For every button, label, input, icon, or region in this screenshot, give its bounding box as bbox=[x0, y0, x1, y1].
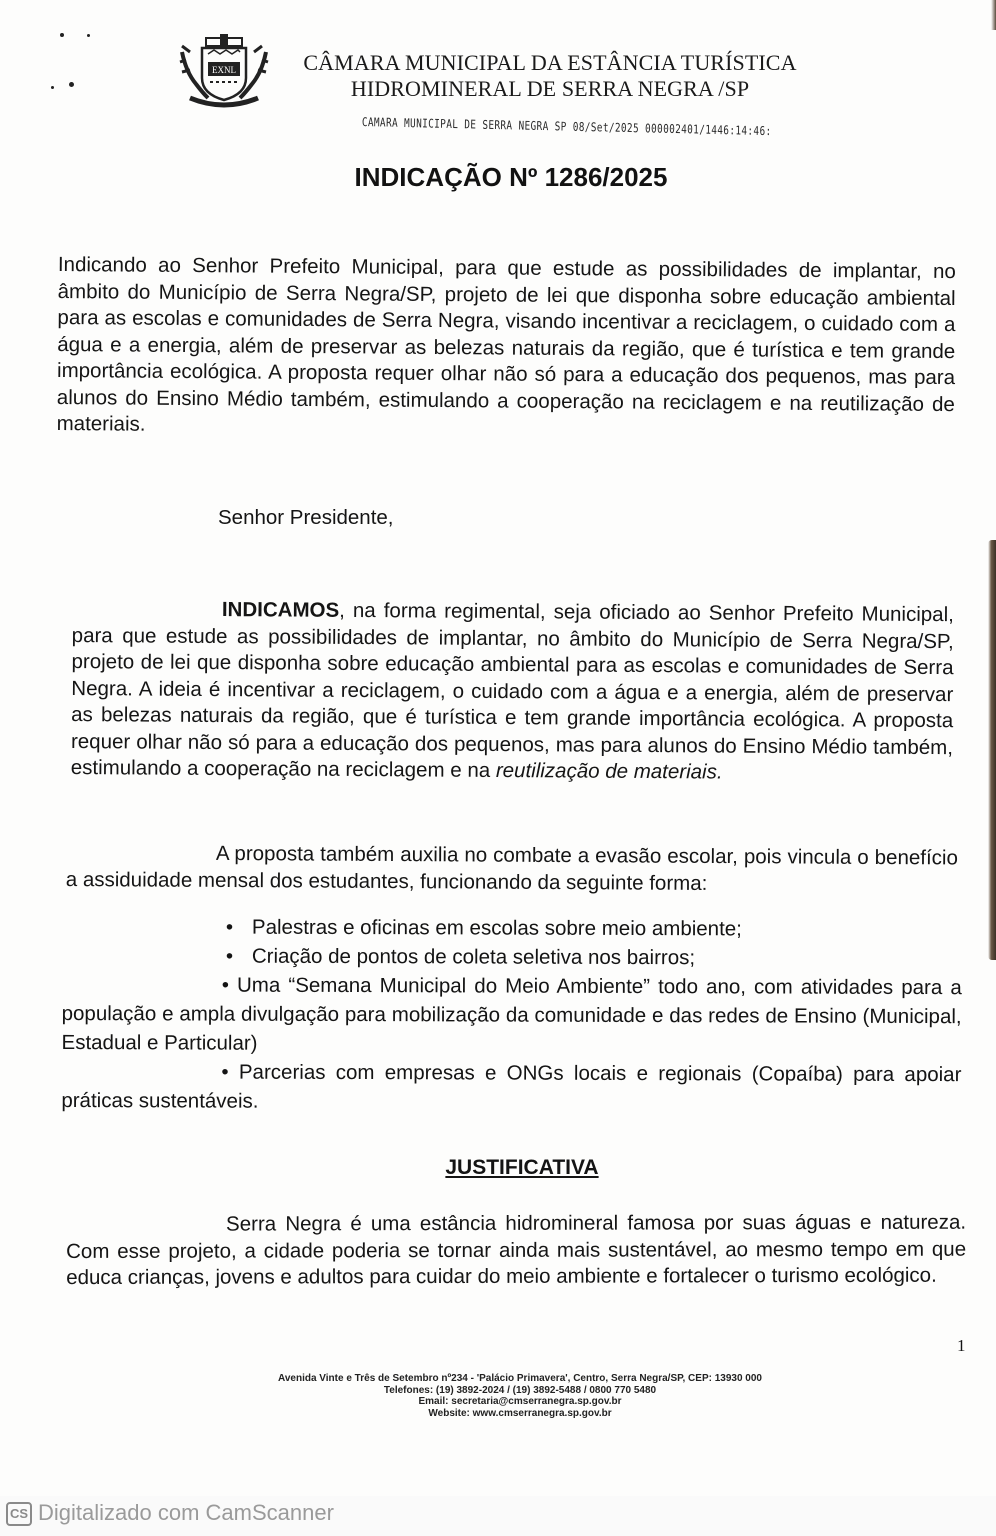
protocol-stamp: CAMARA MUNICIPAL DE SERRA NEGRA SP 08/Set/2025 000002401/1446:14:46: bbox=[361, 115, 772, 139]
greeting: Senhor Presidente, bbox=[218, 506, 394, 529]
institution-name-line2: HIDROMINERAL DE SERRA NEGRA /SP bbox=[350, 76, 750, 101]
justification-paragraph bbox=[66, 1210, 966, 1292]
page-number: 1 bbox=[957, 1336, 966, 1355]
list-item: • Palestras e oficinas em escolas sobre meio ambiente; bbox=[62, 912, 962, 944]
institution-name-line1: CÂMARA MUNICIPAL DA ESTÂNCIA TURÍSTICA bbox=[303, 50, 797, 75]
scan-speck bbox=[60, 33, 64, 37]
indicamos-paragraph bbox=[71, 596, 954, 788]
coat-of-arms-icon bbox=[176, 32, 272, 112]
footer-phones: Telefones: (19) 3892-2024 / (19) 3892-5488 / 0800 770 5480 bbox=[383, 1384, 657, 1396]
institution-name bbox=[290, 50, 810, 102]
proposal-bullet-list bbox=[61, 912, 962, 1118]
justification-text: Serra Negra é uma estância hidromineral famosa por suas águas e natureza. Com esse projeto, a cidade poderia se tornar ainda mais sustentável, ao mesmo tempo em que educa crianças, jovens e adultos para cuidar do meio ambiente e fortalecer o turismo ecológico. bbox=[66, 1210, 967, 1289]
proposal-text: A proposta também auxilia no combate a evasão escolar, pois vincula o benefício a assiduidade mensal dos estudantes, funcionando da seguinte forma: bbox=[65, 841, 958, 895]
footer-address: Avenida Vinte e Três de Setembro nº234 - 'Palácio Primavera', Centro, Serra Negra/SP, CEP: 13930 000 bbox=[277, 1373, 762, 1384]
page-edge-shadow bbox=[991, 0, 996, 30]
bullet-icon: • bbox=[225, 944, 234, 968]
footer-email: Email: secretaria@cmserranegra.sp.gov.br bbox=[418, 1396, 622, 1407]
scan-speck bbox=[51, 86, 54, 89]
svg-text:EXNL: EXNL bbox=[212, 65, 236, 75]
scanner-watermark-text: Digitalizado com CamScanner bbox=[38, 1500, 334, 1525]
camscanner-logo-icon: CS bbox=[6, 1502, 32, 1526]
justification-heading: JUSTIFICATIVA bbox=[445, 1156, 599, 1179]
page-edge-shadow bbox=[988, 540, 996, 960]
indicamos-text: , na forma regimental, seja oficiado ao Senhor Prefeito Municipal, para que estude as possibilidades de implantar, no âmbito do Município de Serra Negra/SP, projeto de lei que disponha sobre educação ambiental para as escolas e comunidades de Serra Negra. A ideia é incentivar a reciclagem, o cuidado com a água e a energia, além de preservar as belezas naturais da região, que é turística e tem grande importância ecológica. A proposta requer olhar não só para a educação dos pequenos, mas para alunos do Ensino Médio também, estimulando a cooperação na reciclagem e na bbox=[70, 598, 954, 782]
scan-speck bbox=[69, 82, 74, 87]
proposal-paragraph bbox=[66, 840, 958, 898]
indicamos-lead: INDICAMOS bbox=[221, 598, 340, 622]
bullet-icon: • bbox=[221, 1060, 229, 1084]
footer-website: Website: www.cmserranegra.sp.gov.br bbox=[428, 1407, 612, 1419]
bullet-icon: • bbox=[225, 915, 234, 939]
list-item: • Uma “Semana Municipal do Meio Ambiente” todo ano, com atividades para a população e ampla divulgação para mobilização da comunidade e das redes de Ensino (Municipal, Estadual e Particular) bbox=[61, 973, 962, 1055]
list-item: • Parcerias com empresas e ONGs locais e regionais (Copaíba) para apoiar práticas sustentáveis. bbox=[61, 1060, 962, 1113]
bullet-icon: • bbox=[221, 973, 229, 997]
summary-paragraph: Indicando ao Senhor Prefeito Municipal, para que estude as possibilidades de implantar, no âmbito do Município de Serra Negra/SP, projeto de lei que disponha sobre educação ambiental para as escolas e comunidades de Serra Negra, visando incentivar a reciclagem, o cuidado com a água e a energia, além de preservar as belezas naturais da região, que é turística e tem grande importância ecológica. A proposta requer olhar não só para a educação dos pequenos, mas para alunos do Ensino Médio também, estimulando a cooperação na reciclagem e na reutilização de materiais. bbox=[56, 252, 956, 436]
list-item: • Criação de pontos de coleta seletiva nos bairros; bbox=[62, 941, 962, 973]
scan-speck bbox=[87, 34, 90, 37]
indicamos-italic: reutilização de materiais. bbox=[495, 758, 723, 784]
page-footer bbox=[190, 1373, 850, 1419]
document-title: INDICAÇÃO Nº 1286/2025 bbox=[354, 162, 668, 192]
